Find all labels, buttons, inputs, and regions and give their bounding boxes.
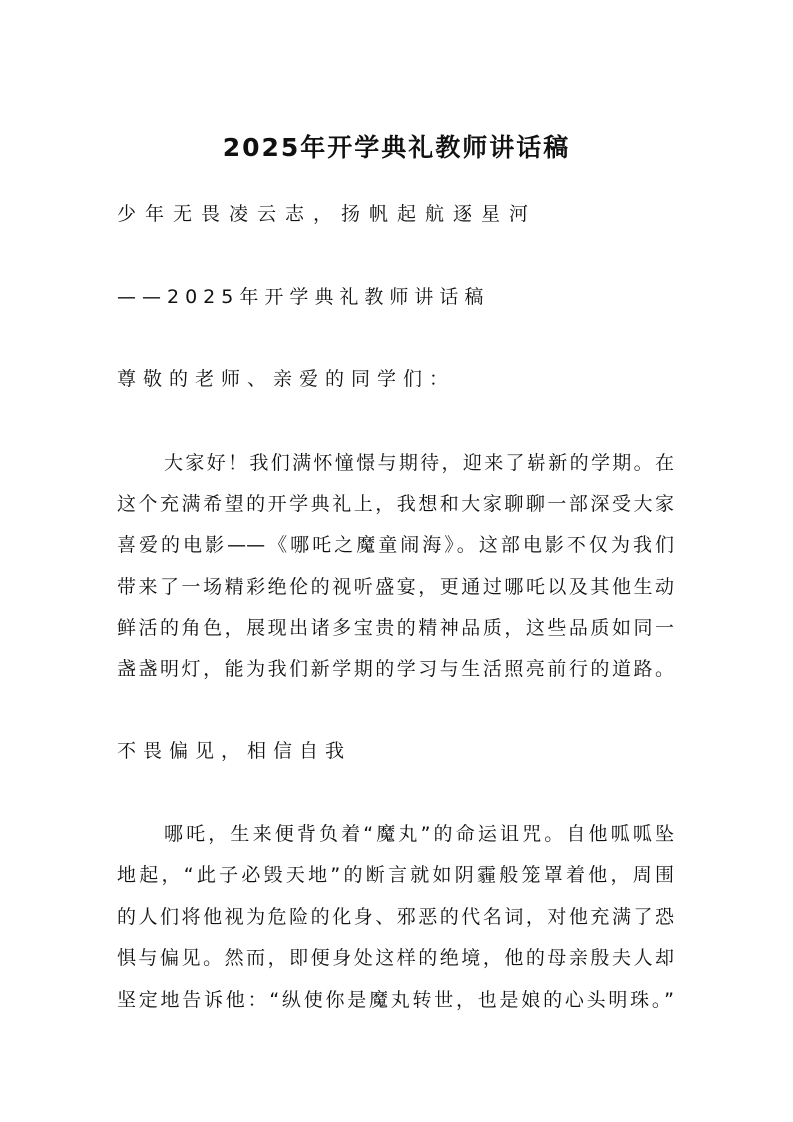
- paragraph-line: 盏盏明灯，能为我们新学期的学习与生活照亮前行的道路。: [117, 658, 674, 680]
- paragraph-line: 大家好！我们满怀憧憬与期待，迎来了崭新的学期。在: [164, 452, 674, 474]
- paragraph-line: 鲜活的角色，展现出诸多宝贵的精神品质，这些品质如同一: [117, 617, 674, 639]
- paragraph-line: 带来了一场精彩绝伦的视听盛宴，更通过哪吒以及其他生动: [117, 576, 674, 598]
- document-title: 2025年开学典礼教师讲话稿: [222, 133, 571, 162]
- paragraph-line: 这个充满希望的开学典礼上，我想和大家聊聊一部深受大家: [117, 493, 674, 515]
- paragraph-line: 坚定地告诉他：“纵使你是魔丸转世，也是娘的心头明珠。”: [117, 989, 674, 1011]
- byline: ——2025年开学典礼教师讲话稿: [117, 286, 490, 308]
- paragraph-line: 哪吒，生来便背负着“魔丸”的命运诅咒。自他呱呱坠: [164, 823, 674, 845]
- salutation: 尊敬的老师、亲爱的同学们：: [117, 368, 456, 390]
- paragraph-line: 喜爱的电影——《哪吒之魔童闹海》。这部电影不仅为我们: [117, 534, 674, 556]
- paragraph-line: 的人们将他视为危险的化身、邪恶的代名词，对他充满了恐: [117, 906, 674, 928]
- subtitle: 少年无畏凌云志，扬帆起航逐星河: [117, 203, 538, 225]
- section-heading: 不畏偏见，相信自我: [117, 740, 352, 762]
- paragraph-line: 惧与偏见。然而，即便身处这样的绝境，他的母亲殷夫人却: [117, 947, 674, 969]
- paragraph-line: 地起，“此子必毁天地”的断言就如阴霾般笼罩着他，周围: [117, 864, 674, 886]
